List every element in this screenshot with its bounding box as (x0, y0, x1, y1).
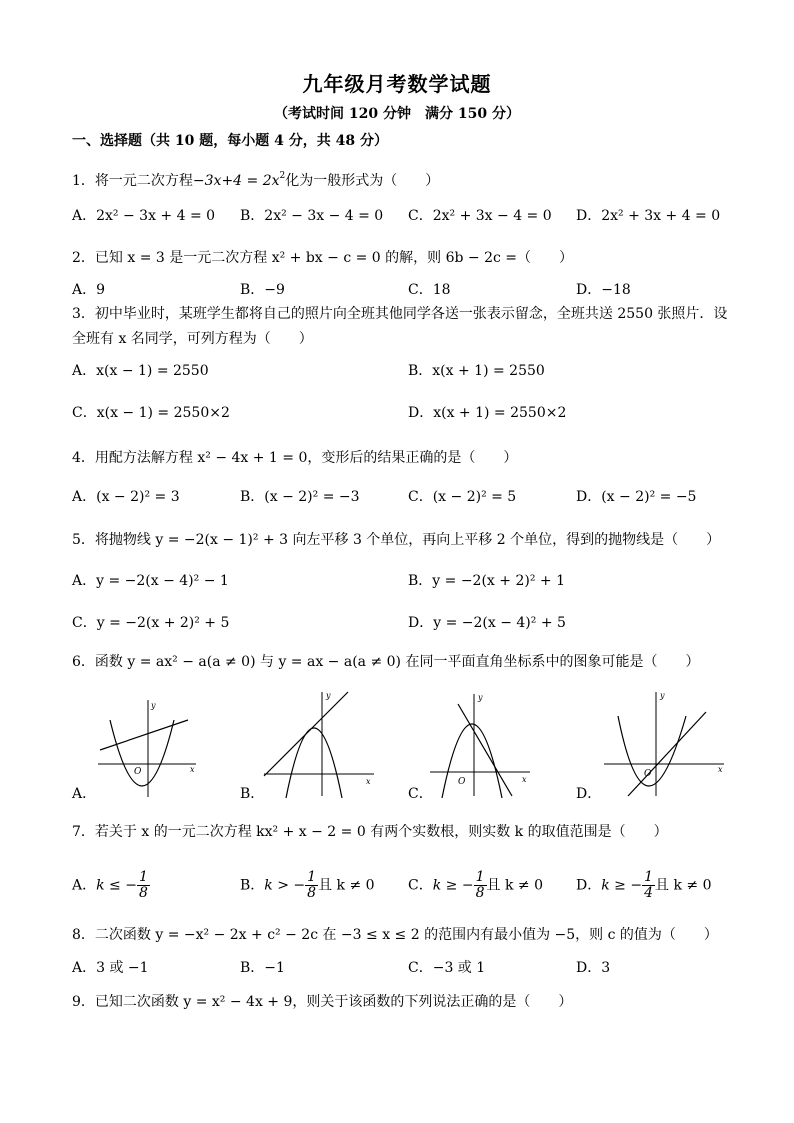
q7-b-numerator: 1 (307, 869, 317, 885)
q4-option-a: A．(x − 2)² = 3 (72, 489, 180, 505)
question-6-stem: 6．函数 y = ax² − a(a ≠ 0) 与 y = ax − a(a ≠ 0) 在同一平面直角坐标系中的图象可能是（ ） (72, 654, 700, 670)
q6-d-origin: O (644, 769, 652, 779)
q7-c-fraction (474, 870, 487, 901)
q6-graph-b (262, 688, 382, 800)
q5-option-a: A．y = −2(x − 4)² − 1 (72, 573, 229, 589)
q7-d-denominator: 4 (644, 885, 654, 901)
q6-c-x-label: x (522, 775, 527, 784)
q7-a-numerator: 1 (138, 869, 148, 885)
q8-option-b: B．−1 (240, 960, 285, 976)
question-8-stem: 8．二次函数 y = −x² − 2x + c² − 2c 在 −3 ≤ x ≤ 2 的范围内有最小值为 −5，则 c 的值为（ ） (72, 927, 718, 943)
q7-d-numerator: 1 (644, 869, 654, 885)
question-9-stem: 9．已知二次函数 y = x² − 4x + 9，则关于该函数的下列说法正确的是（ ） (72, 994, 573, 1010)
q7-b-denominator: 8 (307, 885, 317, 901)
q6-label-b: B． (240, 786, 265, 802)
q7-d-label: D． (576, 877, 602, 894)
q7-option-b (240, 870, 375, 901)
q5-option-c: C．y = −2(x + 2)² + 5 (72, 615, 230, 631)
q2-option-d: D．−18 (576, 282, 631, 298)
q7-b-fraction (305, 870, 318, 901)
q6-label-c: C． (408, 786, 433, 802)
q7-option-a (72, 870, 150, 901)
q8-option-c: C．−3 或 1 (408, 960, 486, 976)
q6-a-origin: O (134, 767, 142, 777)
q2-option-a: A．9 (72, 282, 106, 298)
q1-option-b: B．2x² − 3x − 4 = 0 (240, 208, 384, 224)
q6-c-y-label: y (478, 693, 483, 702)
q1-equation: −3x+4 = 2x (192, 173, 280, 189)
q6-a-y-label: y (151, 701, 156, 710)
q7-c-label: C． (408, 877, 433, 894)
q7-d-relation: k ≥ − (601, 877, 643, 894)
q2-option-b: B．−9 (240, 282, 285, 298)
q7-d-condition: 且 k ≠ 0 (655, 877, 712, 894)
q2-option-c: C．18 (408, 282, 451, 298)
section-heading: 一、选择题（共 10 题，每小题 4 分，共 48 分） (72, 133, 388, 149)
question-4-stem: 4．用配方法解方程 x² − 4x + 1 = 0，变形后的结果正确的是（ ） (72, 450, 518, 466)
q7-c-denominator: 8 (475, 885, 485, 901)
question-3-stem-line-1: 3．初中毕业时，某班学生都将自己的照片向全班其他同学各送一张表示留念，全班共送 2550 张照片．设 (72, 306, 728, 322)
q6-d-y-label: y (660, 691, 665, 700)
q7-b-label: B． (240, 877, 265, 894)
question-7-stem: 7．若关于 x 的一元二次方程 kx² + x − 2 = 0 有两个实数根，则实数 k 的取值范围是（ ） (72, 824, 668, 840)
q4-option-b: B．(x − 2)² = −3 (240, 489, 360, 505)
q1-option-a: A．2x² − 3x + 4 = 0 (72, 208, 216, 224)
page-subtitle: （考试时间 120 分钟 满分 150 分） (274, 106, 520, 122)
q7-b-condition: 且 k ≠ 0 (318, 877, 375, 894)
question-1-stem (72, 166, 439, 191)
q7-d-fraction (642, 870, 655, 901)
q6-graph-d (600, 688, 730, 800)
q7-c-relation: k ≥ − (432, 877, 474, 894)
q7-a-denominator: 8 (138, 885, 148, 901)
q3-option-b: B．x(x + 1) = 2550 (408, 363, 545, 379)
q6-graph-c (428, 690, 538, 800)
q7-c-condition: 且 k ≠ 0 (486, 877, 543, 894)
q6-b-x-label: x (366, 777, 371, 786)
q5-option-d: D．y = −2(x − 4)² + 5 (408, 615, 566, 631)
question-2-stem: 2．已知 x = 3 是一元二次方程 x² + bx − c = 0 的解，则 6b − 2c =（ ） (72, 250, 574, 266)
q7-a-fraction (137, 870, 150, 901)
q6-d-x-label: x (718, 765, 723, 774)
q7-a-label: A． (72, 877, 97, 894)
q7-c-numerator: 1 (475, 869, 485, 885)
q7-option-c (408, 870, 543, 901)
q7-option-d (576, 870, 712, 901)
q3-option-c: C．x(x − 1) = 2550×2 (72, 405, 230, 421)
q6-a-x-label: x (190, 765, 195, 774)
question-5-stem: 5．将抛物线 y = −2(x − 1)² + 3 向左平移 3 个单位，再向上平移 2 个单位，得到的抛物线是（ ） (72, 532, 721, 548)
q6-c-origin: O (458, 777, 466, 787)
q3-option-a: A．x(x − 1) = 2550 (72, 363, 209, 379)
q3-option-d: D．x(x + 1) = 2550×2 (408, 405, 567, 421)
q4-option-d: D．(x − 2)² = −5 (576, 489, 697, 505)
q7-a-relation: k ≤ − (96, 877, 137, 894)
q6-label-a: A． (72, 786, 97, 802)
q4-option-c: C．(x − 2)² = 5 (408, 489, 517, 505)
q1-option-c: C．2x² + 3x − 4 = 0 (408, 208, 552, 224)
q1-stem-part-b: 化为一般形式为（ ） (285, 173, 440, 189)
q5-option-b: B．y = −2(x + 2)² + 1 (408, 573, 565, 589)
q6-label-d: D． (576, 786, 602, 802)
q8-option-d: D．3 (576, 960, 611, 976)
q1-exponent: 2 (279, 171, 286, 181)
q8-option-a: A．3 或 −1 (72, 960, 149, 976)
q7-b-relation: k > − (264, 877, 306, 894)
q6-graph-a (96, 692, 206, 800)
question-3-stem-line-2: 全班有 x 名同学，可列方程为（ ） (72, 331, 313, 347)
q1-option-d: D．2x² + 3x + 4 = 0 (576, 208, 721, 224)
q1-stem-part-a: 1．将一元二次方程 (72, 173, 193, 189)
page-title: 九年级月考数学试题 (302, 72, 492, 96)
q6-b-y-label: y (326, 691, 331, 700)
